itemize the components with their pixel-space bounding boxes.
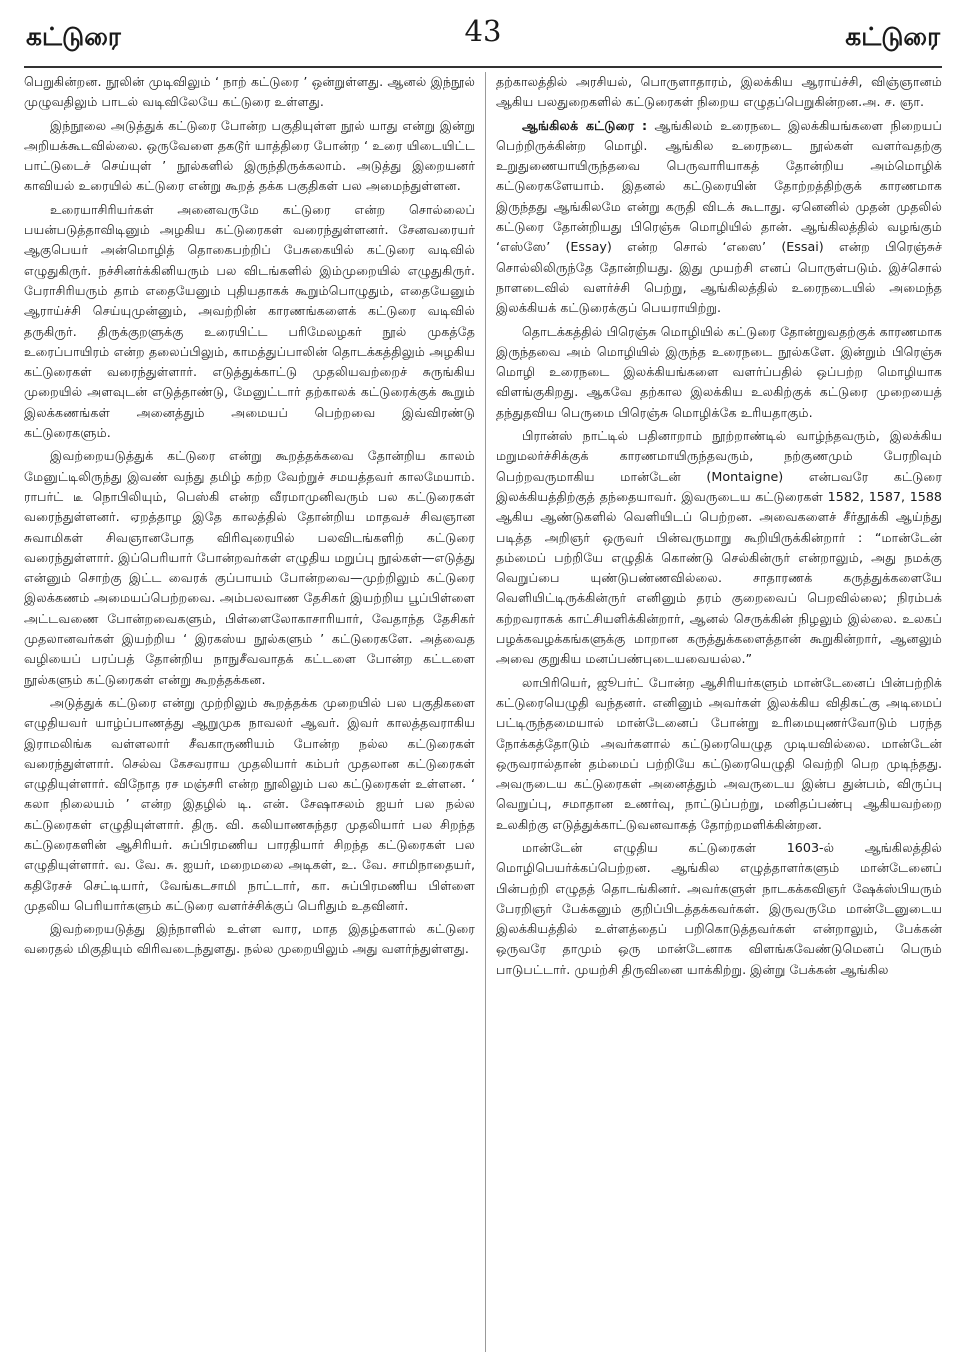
- paragraph: இந்நூலை அடுத்துக் கட்டுரை போன்ற பகுதியுள்ள நூல் யாது என்று இன்று அறியக்கூடவில்லை. ஒருவேளை தகடூர் யாத்திரை போன்ற ‘ உரை யிடையிட்ட பாட்டுடைச் செய்யுள் ’ நூல்களில் இருந்திருக்கலாம். அடுத்து இறையனர் காவியல் உரையில் கட்டுரை என்று கூறத் தக்க பகுதிகள் பல அமைந்துள்ளன.: [24, 117, 475, 194]
- paragraph: தொடக்கத்தில் பிரெஞ்சு மொழியில் கட்டுரை தோன்றுவதற்குக் காரணமாக இருந்தவை அம் மொழியில் இருந்த உரைநடை நூல்களே. இன்றும் பிரெஞ்சு மொழி உரைநடை இலக்கியங்களை வளர்ப்பதில் ஒப்பற்ற மொழியாக விளங்குகிறது. ஆகவே தற்கால இலக்கிய உலகிற்குக் கட்டுரை முறையைத் தந்துதவிய பெருமை பிரெஞ்சு மொழிக்கே உரியதாகும்.: [496, 323, 942, 420]
- entry-paragraph: [496, 116, 942, 319]
- paragraph: அடுத்துக் கட்டுரை என்று முற்றிலும் கூறத்தக்க முறையில் பல பகுதிகளை எழுதியவர் யாழ்ப்பாணத்து ஆறுமுக நாவலர் ஆவர். இவர் காலத்தவராகிய இராமலிங்க வள்ளலார் சீவகாருணியம் போன்ற நல்ல கட்டுரைகள் வரைந்துள்ளார். செல்வ கேசவராய முதலியார் கம்பர் முதலான கட்டுரைகள் எழுதியுள்ளார். விநோத ரச மஞ்சரி என்ற நூலிலும் பல கட்டுரைகள் உள்ளன. ‘ கலா நிலையம் ’ என்ற இதழில் டி. என். சேஷாசலம் ஐயர் பல நல்ல கட்டுரைகள் எழுதியுள்ளார். திரு. வி. கலியாணசுந்தர முதலியார் பல சிறந்த கட்டுரைகளின் ஆசிரியர். சுப்பிரமணிய பாரதியார் சிறந்த கட்டுரைகள் பல எழுதியுள்ளார். வ. வே. சு. ஐயர், மறைமலை அடிகள், உ. வே. சாமிநாதையர், கதிரேசச் செட்டியார், வேங்கடசாமி நாட்டார், கா. சுப்பிரமணிய பிள்ளை முதலிய பெரியார்களும் கட்டுரை வளர்ச்சிக்குப் பெரிதும் உதவினர்.: [24, 694, 475, 913]
- paragraph: இவற்றையடுத்துக் கட்டுரை என்று கூறத்தக்கவை தோன்றிய காலம் மேனுட்டிலிருந்து இவண் வந்து தமிழ் கற்ற வேற்றுச் சமயத்தவர் காலமேயாம். ராபர்ட் டீ நொபிலியும், பெஸ்கி என்ற வீரமாமுனிவரும் பல கட்டுரைகள் வரைந்துள்ளனர். ஏறத்தாழ இதே காலத்தில் தோன்றிய மாதவச் சிவஞான சுவாமிகள் சிவஞானபோத விரிவுரையில் பலவிடங்களிற் கட்டுரை வரைந்துள்ளார். இப்பெரியார் போன்றவர்கள் எழுதிய மறுப்பு நூல்கள்—எடுத்து என்னும் சொற்கு இட்ட வைரக் குப்பாயம் போன்றவை—முற்றிலும் கட்டுரை இலக்கணம் அமையப்பெற்றவை. அம்பலவாண தேசிகர் இயற்றிய பூப்பிள்ளை அட்டவணை போன்றவைகளும், பிள்ளைலோகாசாரியார், வேதாந்த தேசிகர் முதலானவர்கள் இயற்றிய ‘ இரகஸ்ய நூல்களும் ’ கட்டுரைகளே. அத்வைத வழியைப் பரப்பத் தோன்றிய நாநுசீவவாதக் கட்டளை போன்ற கட்டளை நூல்களும் கட்டுரைகள் என்று கூறத்தக்கன.: [24, 448, 475, 687]
- paragraph: [496, 72, 942, 113]
- paragraph-text: தற்காலத்தில் அரசியல், பொருளாதாரம், இலக்கிய ஆராய்ச்சி, விஞ்ஞானம் ஆகிய பலதுறைகளில் கட்டுரைகள் நிறைய எழுதப்பெறுகின்றன.: [496, 74, 942, 110]
- running-head-left: கட்டுரை: [26, 22, 121, 51]
- entry-text: ஆங்கிலம் உரைநடை இலக்கியங்களை நிறையப் பெற்றிருக்கின்ற மொழி. ஆங்கில உரைநடை நூல்கள் வளர்வதற்கு உறுதுணையாயிருந்தவை பெருவாரியாகத் தோன்றிய அம்மொழிக் கட்டுரைகளேயாம். இதனல் கட்டுரையின் தோற்றத்திற்குக் காரணமாக இருந்தது ஆங்கிலமே என்று கருதி விடக் கூடாது. ஏனெனில் முதன் முதலில் கட்டுரை தோன்றியது பிரெஞ்சு மொழியில் தான். ஆங்கிலத்தில் வழங்கும் ‘எஸ்ஸே’ (Essay) என்ற சொல் ‘எஸை’ (Essai) என்ற பிரெஞ்சுச் சொல்லிலிருந்தே தோன்றியது. இது முயற்சி எனப் பொருள்படும். இச்சொல் நாளடைவில் வளர்ச்சி பெற்று, ஆங்கிலத்தில் உரைநடையில் அமைந்த இலக்கியக் கட்டுரைக்குப் பெயராயிற்று.: [496, 117, 942, 316]
- running-head-right: கட்டுரை: [845, 22, 940, 51]
- paragraph: லாபிரியெர், ஜூபர்ட் போன்ற ஆசிரியர்களும் மான்டேனைப் பின்பற்றிக் கட்டுரையெழுதி வந்தனர். எனினும் அவர்கள் இலக்கிய விதிகட்கு அடிமைப் பட்டிருந்தமையால் மான்டேனைப் போன்று உரிமையுணர்வோடும் பரந்த நோக்கத்தோடும் அவர்களால் கட்டுரையெழுத முடியவில்லை. மான்டேன் ஒருவரால்தான் தம்மைப் பற்றியே கட்டுரையெழுதி வெற்றி பெற முடிந்தது. அவருடைய கட்டுரைகள் அனைத்தும் அவருடைய இன்ப துன்பம், விருப்பு வெறுப்பு, சமாதான உணர்வு, நாட்டுப்பற்று, மனிதப்பண்பு ஆகியவற்றை உலகிற்கு எடுத்துக்காட்டுவனவாகத் தோற்றமளிக்கின்றன.: [496, 674, 942, 832]
- page-number: 43: [464, 14, 502, 48]
- right-column: [496, 72, 942, 1352]
- author-signature: அ. ச. ஞா.: [862, 94, 924, 110]
- paragraph: உரையாசிரியர்கள் அனைவருமே கட்டுரை என்ற சொல்லைப் பயன்படுத்தாவிடினும் அழகிய கட்டுரைகள் வரைந்துள்ளனர். சேனவரையர் ஆகுபெயர் அன்மொழித் தொகைபற்றிப் பேசுகையில் கட்டுரை வடிவில் எழுதுகிருர். நச்சினர்க்கினியரும் பல விடங்களில் இம்முறையில் எழுதுகிருர். பேராசிரியரும் தாம் எதையேனும் புதியதாகக் கூறும்பொழுதும், எதையேனும் ஆராய்ச்சி செய்யுமுன்னும், அவற்றின் காரணங்களைக் கட்டுரை வடிவில் தருகிருர். திருக்குறளுக்கு உரையிட்ட பரிமேலழகர் நூல் முகத்தே உரைப்பாயிரம் என்ற தலைப்பிலும், காமத்துப்பாலின் தொடக்கத்திலும் அழகிய கட்டுரைகள் வரைந்துள்ளார். எடுத்துக்காட்டு முதலியவற்றைச் சுருங்கிய முறையில் அளவுடன் எடுத்தாண்டு, மேனுட்டார் தற்காலக் கட்டுரைக்குக் கூறும் இலக்கணங்கள் அனைத்தும் அமையப் பெற்றவை இவ்விரண்டு கட்டுரைகளும்.: [24, 201, 475, 441]
- page-header: [0, 0, 966, 60]
- header-rule: [24, 66, 942, 68]
- column-divider: [485, 72, 486, 1352]
- left-column: [24, 72, 475, 1352]
- paragraph: பெறுகின்றன. நூலின் முடிவிலும் ‘ நாற் கட்டுரை ’ ஒன்றுள்ளது. ஆனல் இந்நூல் முழுவதிலும் பாடல் வடிவிலேயே கட்டுரை உள்ளது.: [24, 74, 475, 110]
- paragraph: மான்டேன் எழுதிய கட்டுரைகள் 1603-ல் ஆங்கிலத்தில் மொழிபெயர்க்கப்பெற்றன. ஆங்கில எழுத்தாளர்களும் மான்டேனைப் பின்பற்றி எழுதத் தொடங்கினர். அவர்களுள் நாடகக்கவிஞர் ஷேக்ஸ்பியரும் பேரறிஞர் பேக்கனும் குறிப்பிடத்தக்கவர்கள். இருவருமே மான்டேனுடைய இலக்கியத்தில் உள்ளத்தைப் பறிகொடுத்தவர்கள் என்றாலும், பேக்கன் ஒருவரே தாமும் ஒரு மான்டேனாக விளங்கவேண்டுமெனப் பெரும் பாடுபட்டார். முயற்சி திருவினை யாக்கிற்று. இன்று பேக்கன் ஆங்கில: [496, 839, 942, 977]
- paragraph: இவற்றையடுத்து இந்நாளில் உள்ள வார, மாத இதழ்களால் கட்டுரை வரைதல் மிகுதியும் விரிவடைந்துளது. நல்ல முறையிலும் அது வளர்ந்துள்ளது.: [24, 921, 475, 957]
- paragraph: பிரான்ஸ் நாட்டில் பதினாறாம் நூற்றாண்டில் வாழ்ந்தவரும், இலக்கிய மறுமலர்ச்சிக்குக் காரணமாயிருந்தவரும், நற்குணமும் பேரறிவும் பெற்றவருமாகிய மான்டேன் (Montaigne) என்பவரே கட்டுரை இலக்கியத்திற்குத் தந்தையாவர். இவருடைய கட்டுரைகள் 1582, 1587, 1588 ஆகிய ஆண்டுகளில் வெளியிடப் பெற்றன. அவைகளைச் சீர்தூக்கி ஆய்ந்து படித்த அறிஞர் ஒருவர் பின்வருமாறு கூறியிருக்கின்றார் : “மான்டேன் தம்மைப் பற்றியே எழுதிக் கொண்டு செல்கின்ருர் என்றாலும், அது நமக்கு வெறுப்பை யுண்டுபண்ணவில்லை. சாதாரணக் கருத்துக்களையே வெளியிட்டிருக்கின்ருர் எனினும் தரம் குறைவைப் பெறவில்லை; நிரம்பக் கற்றவராகக் காட்சியளிக்கின்றார், ஆனல் செருக்கின் நிழலும் இல்லை. உலகப் பழக்கவழக்கங்களுக்கு மாறான கருத்துக்களைத்தான் கூறுகின்றார், ஆனலும் அவை குறுகிய மனப்பண்புடையவையல்ல.”: [496, 428, 942, 667]
- entry-headword: ஆங்கிலக் கட்டுரை :: [522, 117, 648, 133]
